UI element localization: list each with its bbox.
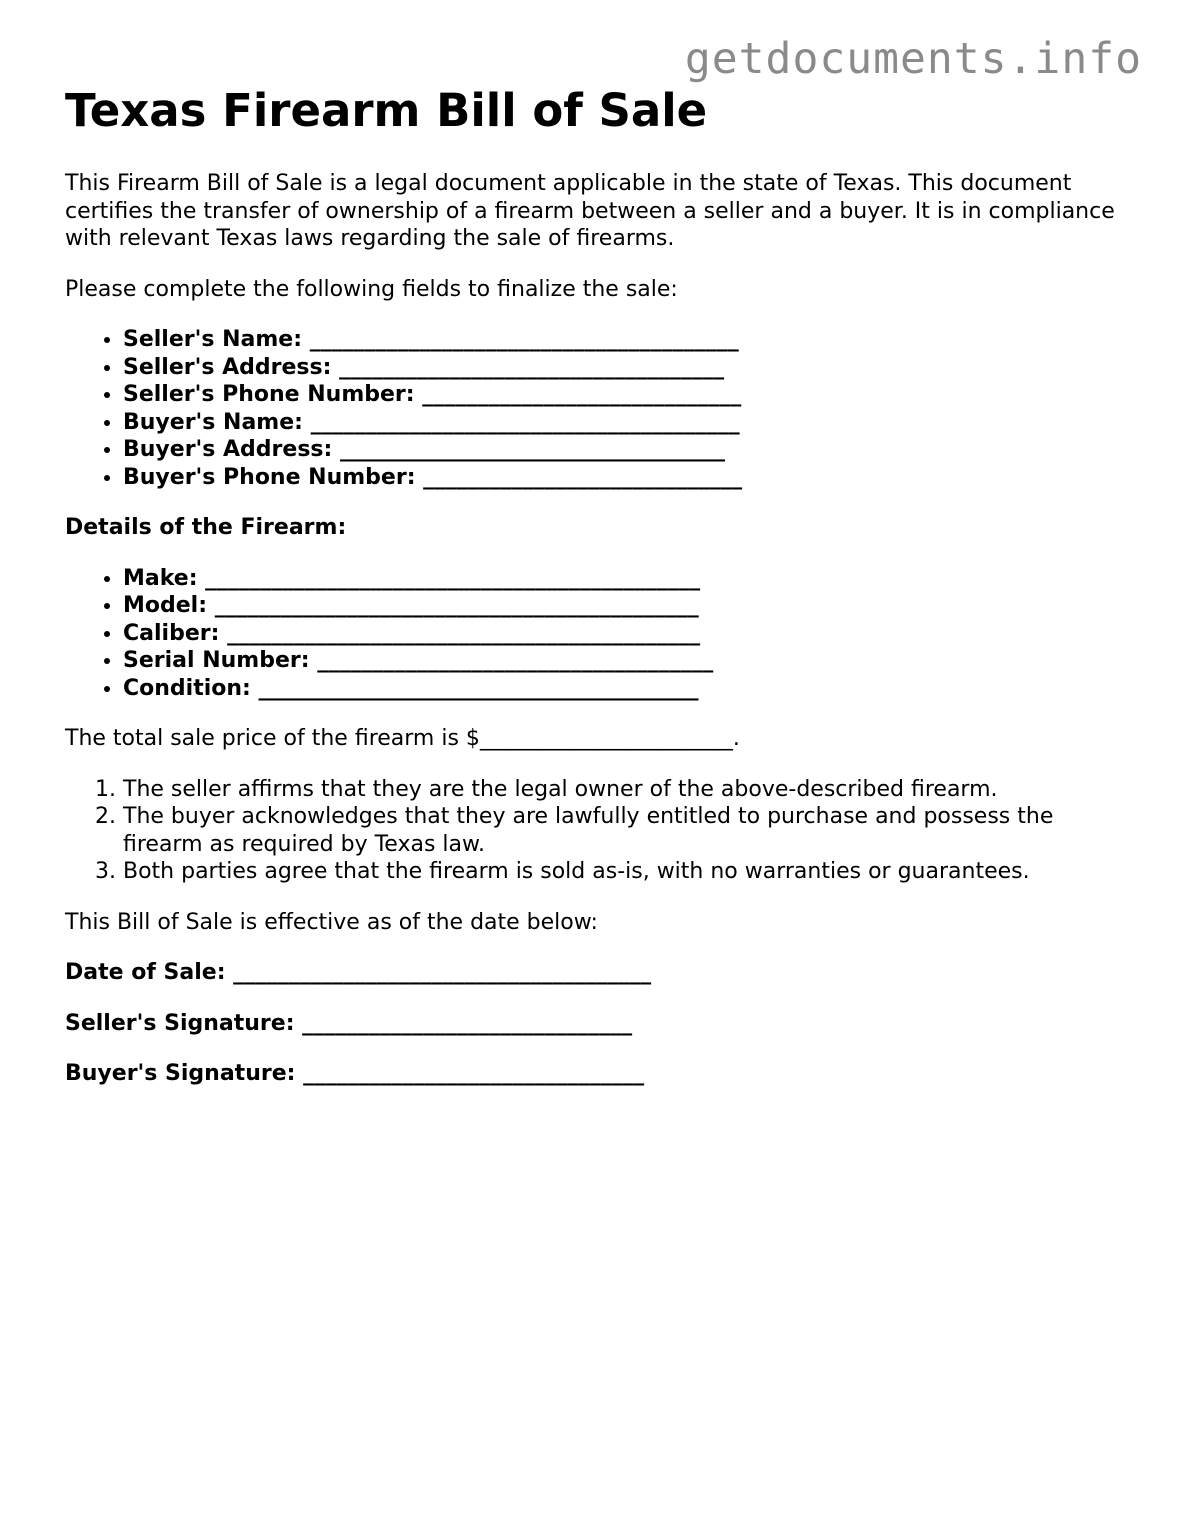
firearm-fields-list	[65, 565, 1125, 703]
effective-paragraph: This Bill of Sale is effective as of the date below:	[65, 909, 598, 935]
sale-price-text: The total sale price of the firearm is $	[65, 726, 480, 751]
field-label: Buyer's Name:	[123, 409, 303, 435]
date-of-sale-line	[65, 959, 1125, 987]
instruction-paragraph: Please complete the following fields to finalize the sale:	[65, 276, 678, 302]
list-item	[123, 409, 1125, 437]
field-label: Seller's Phone Number:	[123, 382, 415, 407]
field-label: Caliber:	[123, 620, 220, 646]
field-label: Serial Number:	[123, 648, 310, 673]
buyer-name-field[interactable]: _______________________________________	[310, 409, 740, 435]
document-page	[65, 84, 1125, 1088]
buyer-signature-line	[65, 1060, 1125, 1088]
seller-phone-field[interactable]: _____________________________	[422, 382, 742, 407]
seller-signature-field[interactable]: ______________________________	[302, 1010, 633, 1036]
field-label: Condition:	[123, 675, 251, 701]
list-item	[123, 381, 1125, 409]
sale-price-field[interactable]: _______________________	[479, 726, 733, 751]
list-item	[123, 354, 1125, 382]
watermark: getdocuments.info	[684, 34, 1142, 84]
document-title: Texas Firearm Bill of Sale	[65, 84, 708, 137]
field-label: Buyer's Address:	[123, 437, 333, 462]
buyer-phone-field[interactable]: _____________________________	[423, 464, 743, 490]
make-field[interactable]: _____________________________________________	[205, 565, 701, 591]
serial-number-field[interactable]: ____________________________________	[317, 648, 714, 673]
condition-field[interactable]: ________________________________________	[258, 675, 699, 701]
list-item: 1. The seller affirms that they are the legal owner of the above-described firearm.	[123, 776, 1125, 804]
list-item	[123, 326, 1125, 354]
date-label: Date of Sale:	[65, 960, 226, 985]
seller-signature-line	[65, 1010, 1125, 1038]
party-fields-list	[65, 326, 1125, 491]
terms-list	[65, 776, 1125, 886]
firearm-details-heading: Details of the Firearm:	[65, 515, 347, 540]
field-label: Buyer's Phone Number:	[123, 464, 416, 490]
list-item: 3. Both parties agree that the firearm is sold as-is, with no warranties or guarantees.	[123, 858, 1125, 886]
field-label: Model:	[123, 593, 208, 618]
list-item	[123, 675, 1125, 703]
list-item: 2. The buyer acknowledges that they are lawfully entitled to purchase and possess the firearm as required by Texas law.	[123, 803, 1125, 858]
caliber-field[interactable]: ___________________________________________	[227, 620, 701, 646]
field-label: Seller's Name:	[123, 327, 303, 352]
seller-address-field[interactable]: ___________________________________	[339, 354, 725, 380]
buyer-signature-label: Buyer's Signature:	[65, 1061, 296, 1086]
list-item	[123, 620, 1125, 648]
list-item	[123, 436, 1125, 464]
list-item	[123, 464, 1125, 492]
buyer-signature-field[interactable]: _______________________________	[303, 1061, 645, 1086]
sale-price-end: .	[732, 726, 740, 751]
buyer-address-field[interactable]: ___________________________________	[339, 437, 725, 462]
field-label: Seller's Address:	[123, 354, 332, 380]
field-label: Make:	[123, 565, 198, 591]
list-item	[123, 647, 1125, 675]
sale-price-line	[65, 725, 1125, 753]
seller-signature-label: Seller's Signature:	[65, 1010, 295, 1036]
model-field[interactable]: ____________________________________________	[214, 593, 699, 618]
date-of-sale-field[interactable]: ______________________________________	[233, 960, 652, 985]
seller-name-field[interactable]: _______________________________________	[309, 327, 739, 352]
intro-paragraph: This Firearm Bill of Sale is a legal document applicable in the state of Texas. This document certifies the transfer of ownership of a firearm between a seller and a buyer. It is in compliance with relevant Texas laws regarding the sale of firearms.	[65, 171, 1115, 251]
list-item	[123, 592, 1125, 620]
list-item	[123, 565, 1125, 593]
